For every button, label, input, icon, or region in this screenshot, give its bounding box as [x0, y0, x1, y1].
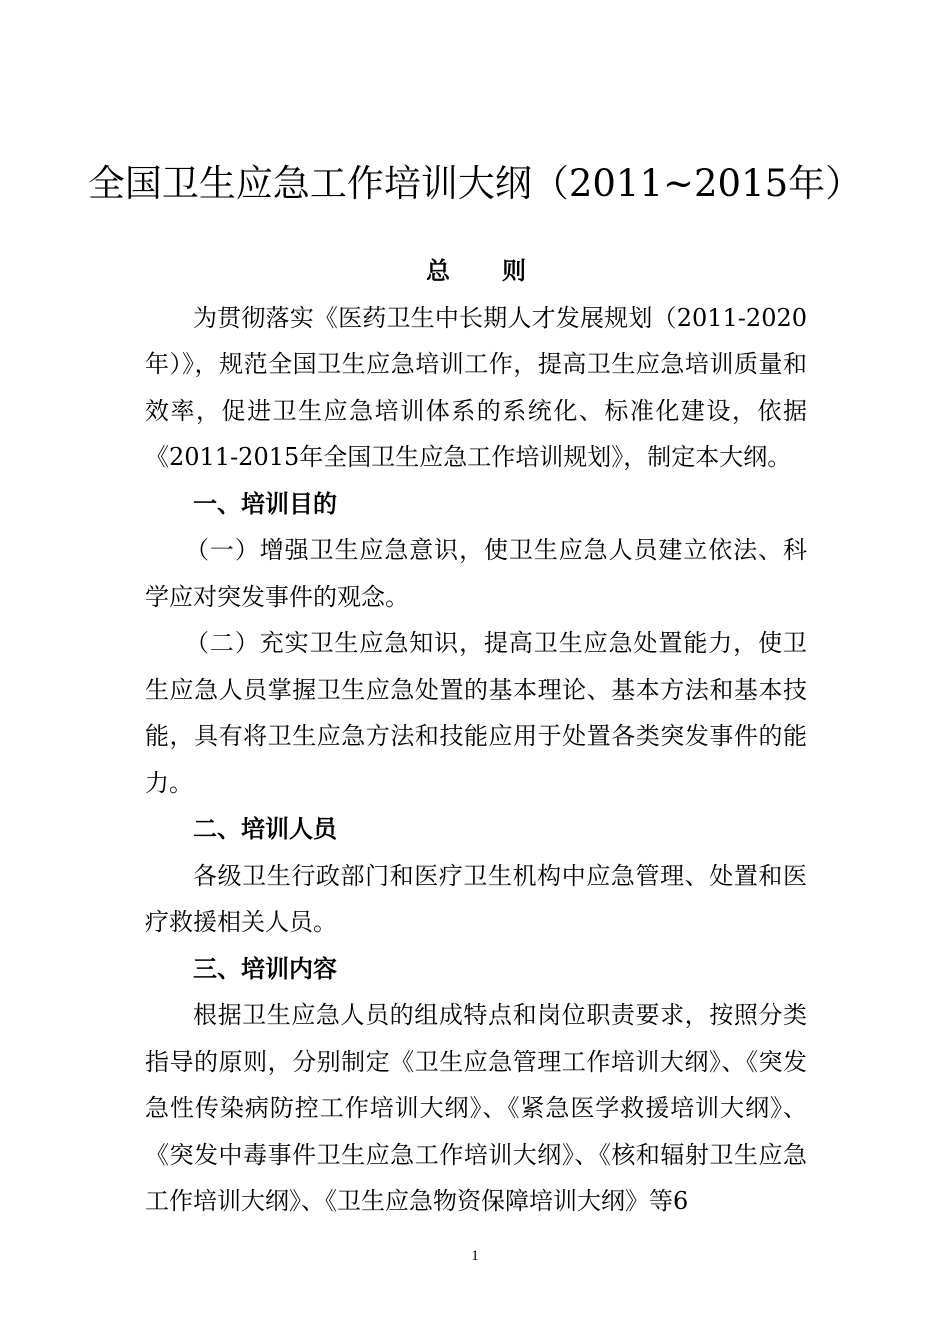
content-paragraph: 根据卫生应急人员的组成特点和岗位职责要求，按照分类指导的原则，分别制定《卫生应急管理工作培训大纲》、《突发急性传染病防控工作培训大纲》、《紧急医学救援培训大纲》、《突发中毒事件卫生应急工作培训大纲》、《核和辐射卫生应急工作培训大纲》、《卫生应急物资保障培训大纲》等6: [145, 1001, 807, 1215]
goal-1-paragraph: （一）增强卫生应急意识，使卫生应急人员建立依法、科学应对突发事件的观念。: [145, 536, 807, 611]
section-heading-content: 三、培训内容: [193, 954, 337, 983]
section-heading-goals: 一、培训目的: [193, 489, 337, 518]
section-heading-personnel: 二、培训人员: [193, 815, 337, 843]
intro-paragraph: 为贯彻落实《医药卫生中长期人才发展规划（2011-2020年）》，规范全国卫生应急培训工作，提高卫生应急培训质量和效率，促进卫生应急培训体系的系统化、标准化建设，依据《2011-2015年全国卫生应急工作培训规划》，制定本大纲。: [145, 303, 807, 471]
general-heading: 总则: [426, 257, 578, 285]
goal-2-paragraph: （二）充实卫生应急知识，提高卫生应急处置能力，使卫生应急人员掌握卫生应急处置的基本理论、基本方法和基本技能，具有将卫生应急方法和技能应用于处置各类突发事件的能力。: [145, 629, 807, 797]
page-number: 1: [471, 1248, 479, 1264]
document-title-text: 全国卫生应急工作培训大纲（2011~2015年）: [87, 162, 863, 205]
document-title: [0, 158, 950, 210]
personnel-paragraph: 各级卫生行政部门和医疗卫生机构中应急管理、处置和医疗救援相关人员。: [145, 861, 807, 936]
document-body: [145, 248, 807, 1225]
